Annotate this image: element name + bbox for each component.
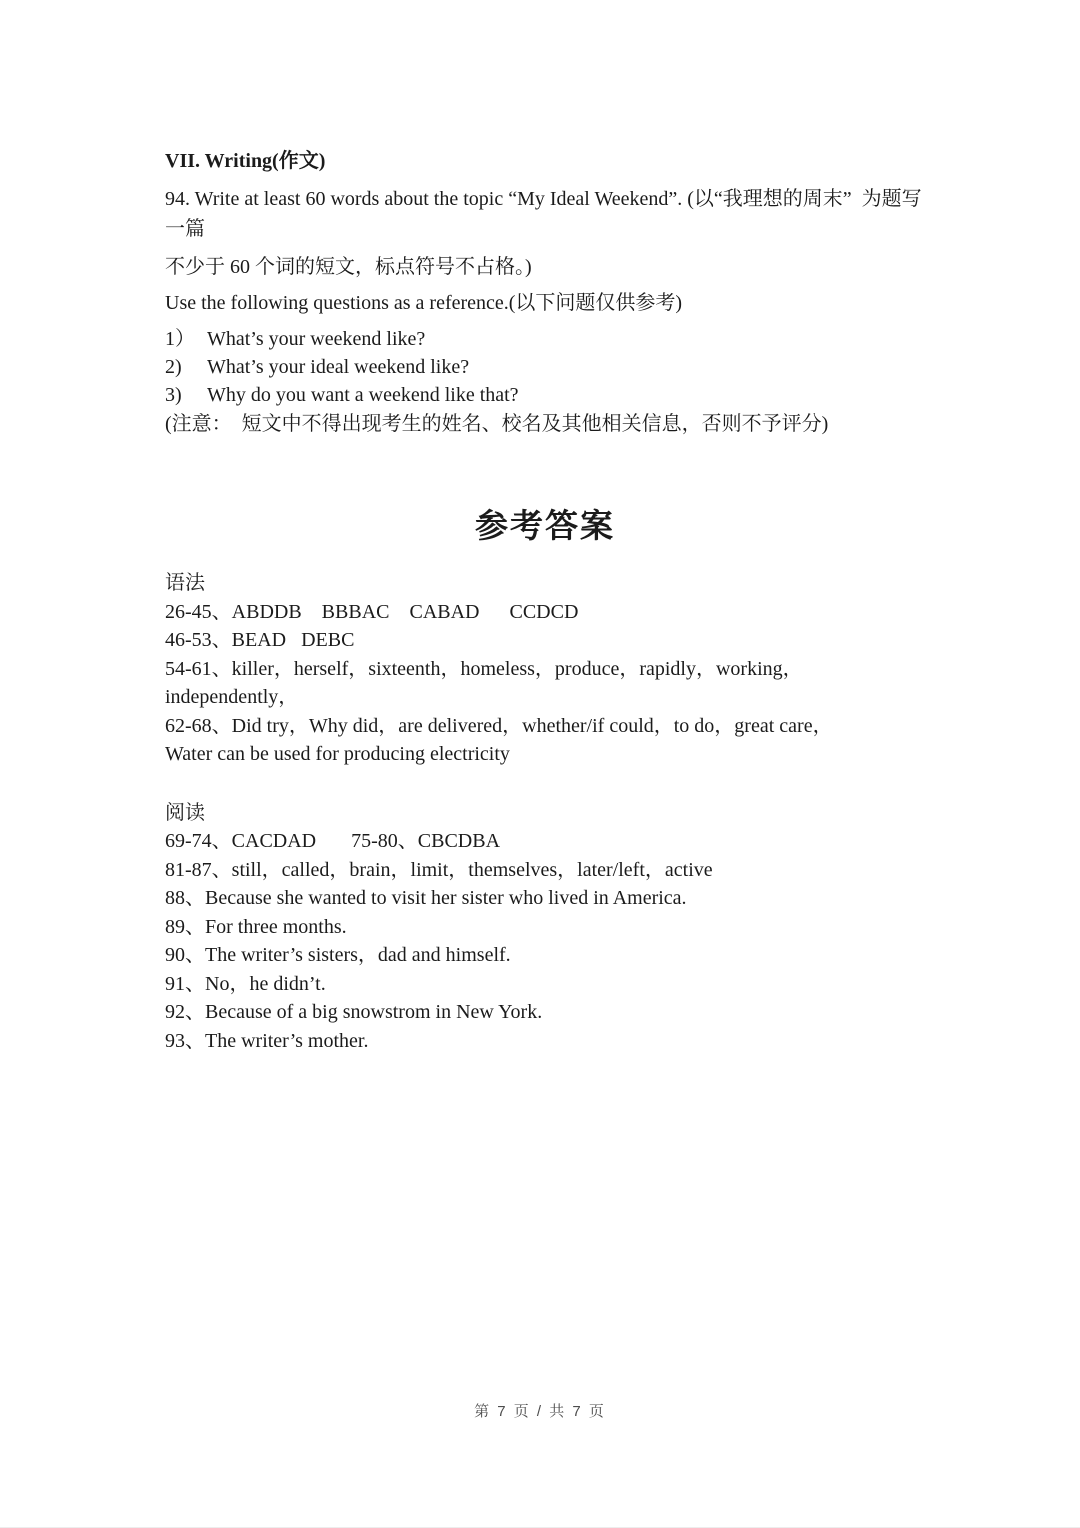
answer-line: 81-87、still，called，brain，limit，themselves，later/left，active <box>165 858 713 881</box>
question-text: What’s your weekend like? <box>207 328 426 350</box>
writing-prompt-line-1: 94. Write at least 60 words about the topic “My Ideal Weekend”. (以“我理想的周末” 为题写一篇 <box>165 188 922 240</box>
writing-question-2 <box>165 353 925 381</box>
writing-question-1 <box>165 325 925 353</box>
question-number: 1） <box>165 328 195 350</box>
answer-line: 69-74、CACDAD 75-80、CBCDBA <box>165 830 501 852</box>
answer-line: 46-53、BEAD DEBC <box>165 629 355 651</box>
answer-line: 90、The writer’s sisters，dad and himself. <box>165 944 511 966</box>
answer-line: 93、The writer’s mother. <box>165 1029 369 1052</box>
answer-line: 54-61、killer，herself，sixteenth，homeless，produce，rapidly，working，independently， <box>165 657 803 708</box>
answer-line: 26-45、ABDDB BBBAC CABAD CCDCD <box>165 600 579 623</box>
question-text: Why do you want a weekend like that? <box>207 384 519 406</box>
page-number-footer: 第 7 页 / 共 7 页 <box>474 1403 606 1420</box>
answer-key <box>165 569 925 1055</box>
grammar-answers-section <box>165 569 925 769</box>
reading-answers-section <box>165 799 925 1056</box>
writing-section <box>165 148 925 438</box>
writing-prompt-line-2: 不少于 60 个词的短文，标点符号不占格。) <box>165 256 532 278</box>
question-number: 3) <box>165 384 182 406</box>
page-content <box>165 148 925 1055</box>
question-text: What’s your ideal weekend like? <box>207 356 470 378</box>
writing-reference-line: Use the following questions as a reference.(以下问题仅供参考) <box>165 292 683 314</box>
writing-section-heading: VII. Writing(作文) <box>165 150 326 172</box>
answer-line: 92、Because of a big snowstrom in New York. <box>165 1001 543 1023</box>
reading-section-label: 阅读 <box>165 801 205 824</box>
answer-line: 62-68、Did try，Why did，are delivered，whether/if could，to do，great care， <box>165 714 833 737</box>
answer-line: Water can be used for producing electricity <box>165 743 510 765</box>
writing-question-3 <box>165 381 925 409</box>
answer-line: 89、For three months. <box>165 915 347 938</box>
answer-key-title: 参考答案 <box>475 509 615 545</box>
answer-line: 88、Because she wanted to visit her sister who lived in America. <box>165 887 687 909</box>
writing-note: (注意： 短文中不得出现考生的姓名、校名及其他相关信息，否则不予评分) <box>165 413 829 435</box>
grammar-section-label: 语法 <box>165 572 205 594</box>
answer-line: 91、No，he didn’t. <box>165 972 326 995</box>
question-number: 2) <box>165 356 182 378</box>
